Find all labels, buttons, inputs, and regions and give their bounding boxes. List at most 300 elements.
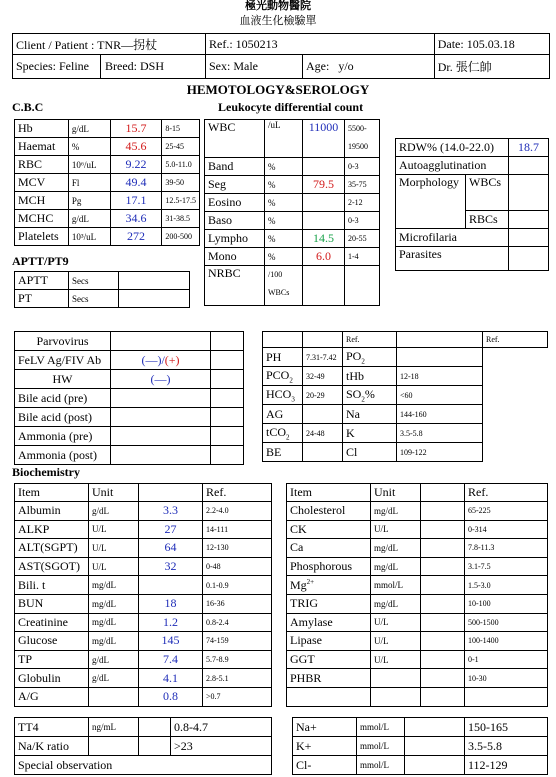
cbc-title: C.B.C xyxy=(12,100,44,114)
age-cell xyxy=(303,55,435,79)
biochem-item-ggt xyxy=(287,650,371,669)
bloodgas-ref-right xyxy=(397,348,483,367)
cbc-value-haemat: 45.6 xyxy=(110,138,162,156)
bottom-unit: mmol/L xyxy=(357,737,405,756)
ammonia-pre-label: Ammonia (pre) xyxy=(15,427,111,446)
biochem-value-lipase xyxy=(421,632,465,651)
bottom-left-table xyxy=(14,717,272,775)
breed-label: Breed: DSH xyxy=(105,59,164,73)
leuko-value-mono: 6.0 xyxy=(303,248,345,266)
leukocyte-table xyxy=(204,119,380,306)
bottom-ref: 150-165 xyxy=(465,718,548,737)
morphology-label: Morphology xyxy=(396,175,466,229)
nrbc-unit xyxy=(265,266,303,306)
bloodgas-header-value xyxy=(303,332,343,348)
biochem-ref: 65-225 xyxy=(465,502,548,521)
bottom-ref: 0.8-4.7 xyxy=(171,718,272,737)
nrbc-ref xyxy=(345,266,380,306)
bloodgas-item-hco xyxy=(263,386,303,405)
bloodgas-ref-right: 12-18 xyxy=(397,367,483,386)
biochem-unit: mg/dL xyxy=(89,594,139,613)
bloodgas-row xyxy=(263,405,548,424)
biochem-ref: 10-100 xyxy=(465,594,548,613)
biochem-ref: 0-1 xyxy=(465,650,548,669)
leuko-ref: 20-55 xyxy=(345,230,380,248)
biochem-value-bun: 18 xyxy=(139,594,203,613)
bloodgas-row xyxy=(263,348,548,367)
bloodgas-item-label: AG xyxy=(266,406,284,421)
bottom-value xyxy=(139,718,171,737)
biochem-ref: >0.7 xyxy=(203,687,272,706)
biochem-row xyxy=(287,613,548,632)
bloodgas-item-label: BE xyxy=(266,444,282,459)
ammonia-pre-value xyxy=(111,427,211,446)
ref-cell: Ref.: 1050213 xyxy=(206,34,435,55)
parasites-value xyxy=(509,247,549,271)
cbc-item-mch: MCH xyxy=(15,192,69,210)
bloodgas-ref-right: <60 xyxy=(397,386,483,405)
bloodgas-ref-left xyxy=(303,405,343,424)
biochem-ref: 7.8-11.3 xyxy=(465,539,548,558)
age-unit: y/o xyxy=(338,59,354,73)
biochem-left-header-item: Item xyxy=(15,484,89,502)
biochem-item-label: Cholesterol xyxy=(290,503,346,518)
cbc-unit: 10³/uL xyxy=(68,228,110,246)
cbc-unit: g/dL xyxy=(68,120,110,138)
bloodgas-table xyxy=(262,331,548,462)
biochem-row xyxy=(287,502,548,521)
leuko-value-seg: 79.5 xyxy=(303,176,345,194)
bloodgas-item-label: Na xyxy=(346,406,360,421)
bloodgas-ref-header-left: Ref. xyxy=(343,332,397,348)
leuko-item-mono: Mono xyxy=(205,248,265,266)
biochem-item-globulin xyxy=(15,669,89,688)
biochem-item-label: Bili. t xyxy=(18,577,46,592)
bottom-unit: mmol/L xyxy=(357,756,405,775)
bloodgas-row xyxy=(263,386,548,405)
leuko-value-band xyxy=(303,158,345,176)
wbc-ref xyxy=(345,120,380,158)
pt-unit: Secs xyxy=(69,290,119,308)
biochem-unit: mg/dL xyxy=(89,576,139,595)
bloodgas-item-tco xyxy=(263,424,303,443)
rdw-label: RDW% (14.0-22.0) xyxy=(396,139,509,157)
biochem-unit: mg/dL xyxy=(89,632,139,651)
cbc-unit: Pg xyxy=(68,192,110,210)
biochem-item-ca xyxy=(287,539,371,558)
biochem-row xyxy=(15,520,272,539)
biochem-row xyxy=(287,669,548,688)
cbc-item-platelets: Platelets xyxy=(15,228,69,246)
biochem-ref: 12-130 xyxy=(203,539,272,558)
bloodgas-item-subscript: 3 xyxy=(291,395,295,404)
biochem-right-header-value xyxy=(421,484,465,502)
biochem-row xyxy=(15,632,272,651)
ammonia-post-label: Ammonia (post) xyxy=(15,446,111,465)
bottom-item-tt4: TT4 xyxy=(15,718,89,737)
biochem-row xyxy=(287,650,548,669)
bottom-row xyxy=(293,718,548,737)
biochem-ref: 0-314 xyxy=(465,520,548,539)
cbc-ref: 200-500 xyxy=(162,228,200,246)
biochem-item-label: CK xyxy=(290,521,307,536)
biochem-item-bun xyxy=(15,594,89,613)
biochem-item-mg xyxy=(287,576,371,595)
cbc-unit: g/dL xyxy=(68,210,110,228)
biochem-value-ca xyxy=(421,539,465,558)
bile-acid-pre-value xyxy=(111,389,211,408)
cbc-value-platelets: 272 xyxy=(110,228,162,246)
biochem-value-a-g: 0.8 xyxy=(139,687,203,706)
biochem-ref: 1.5-3.0 xyxy=(465,576,548,595)
leuko-value-eosino xyxy=(303,194,345,212)
bloodgas-ref-right: 109-122 xyxy=(397,443,483,462)
biochem-left-table xyxy=(14,483,272,707)
biochem-value-alt-sgpt: 64 xyxy=(139,539,203,558)
form-title: 血液生化檢驗單 xyxy=(239,15,317,27)
bloodgas-item-label: Cl xyxy=(346,444,358,459)
bloodgas-item-label: PO xyxy=(346,348,362,363)
cbc-unit: Fl xyxy=(68,174,110,192)
biochem-unit xyxy=(89,687,139,706)
biochem-unit: mg/dL xyxy=(371,502,421,521)
leukocyte-title: Leukocyte differential count xyxy=(218,100,364,114)
cbc-ref: 5.0-11.0 xyxy=(162,156,200,174)
client-patient-cell: Client / Patient : TNR—拐杖 xyxy=(13,34,206,55)
leuko-item-baso: Baso xyxy=(205,212,265,230)
biochem-unit: mg/dL xyxy=(89,613,139,632)
cbc-item-mchc: MCHC xyxy=(15,210,69,228)
biochem-item-label: Globulin xyxy=(18,670,61,685)
felv-fiv-result xyxy=(111,351,211,370)
biochem-item-ck xyxy=(287,520,371,539)
parasites-label: Parasites xyxy=(396,247,509,271)
biochem-unit xyxy=(371,687,421,706)
biochem-ref: 14-111 xyxy=(203,520,272,539)
biochem-item-glucose xyxy=(15,632,89,651)
cbc-value-mchc: 34.6 xyxy=(110,210,162,228)
main-title: HEMOTOLOGY&SEROLOGY xyxy=(186,82,370,97)
biochem-value-phbr xyxy=(421,669,465,688)
biochem-unit: g/dL xyxy=(89,650,139,669)
cbc-row xyxy=(15,210,200,228)
bottom-value xyxy=(405,756,465,775)
bloodgas-row xyxy=(263,443,548,462)
biochem-item-blank xyxy=(287,687,371,706)
aptt-item: APTT xyxy=(15,272,69,290)
bottom-row xyxy=(15,718,272,737)
wbc-unit: /uL xyxy=(265,120,303,158)
cbc-ref: 12.5-17.5 xyxy=(162,192,200,210)
biochem-row xyxy=(287,520,548,539)
felv-fiv-label: FeLV Ag/FIV Ab xyxy=(15,351,111,370)
biochem-unit: U/L xyxy=(371,613,421,632)
doctor-cell xyxy=(434,55,549,79)
nrbc-unit-top: /100 xyxy=(268,270,283,279)
leuko-item-lympho: Lympho xyxy=(205,230,265,248)
biochem-item-label: PHBR xyxy=(290,670,322,685)
bile-acid-pre-extra xyxy=(211,389,244,408)
bottom-row xyxy=(293,737,548,756)
biochem-item-label: BUN xyxy=(18,596,44,611)
cbc-ref: 39-50 xyxy=(162,174,200,192)
biochem-row xyxy=(15,650,272,669)
bile-acid-post-label: Bile acid (post) xyxy=(15,408,111,427)
leuko-ref: 2-12 xyxy=(345,194,380,212)
species-breed-cell xyxy=(13,55,206,79)
bloodgas-item-subscript: 2 xyxy=(361,395,365,404)
bloodgas-ref-header-right: Ref. xyxy=(483,332,548,348)
rdw-table xyxy=(395,138,549,271)
leukocyte-row xyxy=(205,194,380,212)
nrbc-unit-bottom: WBCs xyxy=(268,288,290,297)
cbc-value-hb: 15.7 xyxy=(110,120,162,138)
bottom-ref: 112-129 xyxy=(465,756,548,775)
biochem-item-label: GGT xyxy=(290,652,315,667)
biochem-value-glucose: 145 xyxy=(139,632,203,651)
aptt-unit: Secs xyxy=(69,272,119,290)
parvovirus-label: Parvovirus xyxy=(15,332,111,351)
biochem-item-label: AST(SGOT) xyxy=(18,559,80,574)
wbc-value: 11000 xyxy=(303,120,345,158)
biochem-item-alt-sgpt xyxy=(15,539,89,558)
bloodgas-item-ph xyxy=(263,348,303,367)
cbc-value-rbc: 9.22 xyxy=(110,156,162,174)
biochem-row xyxy=(15,502,272,521)
patient-info-table xyxy=(12,33,550,79)
leuko-unit: % xyxy=(265,158,303,176)
biochem-item-label: Glucose xyxy=(18,633,58,648)
bloodgas-item-pco xyxy=(263,367,303,386)
biochem-item-label: Ca xyxy=(290,540,304,555)
wbc-item: WBC xyxy=(205,120,265,158)
leuko-unit: % xyxy=(265,176,303,194)
leuko-ref: 0-3 xyxy=(345,212,380,230)
hospital-name: 極光動物醫院 xyxy=(245,0,311,12)
biochem-ref xyxy=(465,687,548,706)
leuko-item-seg: Seg xyxy=(205,176,265,194)
felv-fiv-extra xyxy=(211,351,244,370)
biochem-value-ast-sgot: 32 xyxy=(139,557,203,576)
bloodgas-item-label: K xyxy=(346,425,355,440)
bottom-ref: 3.5-5.8 xyxy=(465,737,548,756)
aptt-title: APTT/PT9 xyxy=(12,254,69,268)
biochem-value-albumin: 3.3 xyxy=(139,502,203,521)
bottom-value xyxy=(139,737,171,756)
biochem-row xyxy=(287,539,548,558)
bloodgas-item-cl xyxy=(343,443,397,462)
biochem-unit: U/L xyxy=(89,520,139,539)
wbc-ref-high: 19500 xyxy=(348,142,368,151)
biochem-row xyxy=(287,576,548,595)
biochem-item-a-g xyxy=(15,687,89,706)
bottom-unit: mmol/L xyxy=(357,718,405,737)
biochem-row xyxy=(287,594,548,613)
wbcs-value xyxy=(509,175,549,211)
bottom-item-k: K+ xyxy=(293,737,357,756)
biochem-item-label: Creatinine xyxy=(18,614,68,629)
biochem-ref: 2.8-5.1 xyxy=(203,669,272,688)
biochem-ref: 0.8-2.4 xyxy=(203,613,272,632)
biochem-item-label: Phosphorous xyxy=(290,559,353,574)
autoagglutination-label: Autoagglutination xyxy=(396,157,509,175)
leuko-ref: 35-75 xyxy=(345,176,380,194)
cbc-item-hb: Hb xyxy=(15,120,69,138)
bloodgas-item-ag xyxy=(263,405,303,424)
cbc-item-rbc: RBC xyxy=(15,156,69,174)
biochem-row xyxy=(15,576,272,595)
bloodgas-ref-left: 20-29 xyxy=(303,386,343,405)
biochem-unit: U/L xyxy=(371,520,421,539)
biochem-item-cholesterol xyxy=(287,502,371,521)
bottom-right-table xyxy=(292,717,548,775)
biochem-right-table xyxy=(286,483,548,707)
biochem-item-label: A/G xyxy=(18,689,39,704)
biochem-ref: 16-36 xyxy=(203,594,272,613)
bloodgas-row xyxy=(263,367,548,386)
cbc-value-mcv: 49.4 xyxy=(110,174,162,192)
bottom-unit xyxy=(89,737,139,756)
pt-value xyxy=(119,290,190,308)
rbcs-label: RBCs xyxy=(466,211,509,229)
biochem-unit: mg/dL xyxy=(371,539,421,558)
leuko-item-eosino: Eosino xyxy=(205,194,265,212)
biochem-value-blank xyxy=(421,687,465,706)
doctor-label: Dr. xyxy=(437,60,453,74)
bottom-unit: ng/mL xyxy=(89,718,139,737)
biochem-item-trig xyxy=(287,594,371,613)
cbc-row xyxy=(15,174,200,192)
rbcs-value xyxy=(509,211,549,229)
biochem-item-albumin xyxy=(15,502,89,521)
ammonia-post-value xyxy=(111,446,211,465)
biochem-row xyxy=(287,687,548,706)
biochem-ref: 5.7-8.9 xyxy=(203,650,272,669)
leuko-unit: % xyxy=(265,248,303,266)
biochem-unit: U/L xyxy=(89,557,139,576)
aptt-table xyxy=(14,271,190,308)
bloodgas-item-label: SO xyxy=(346,386,362,401)
bottom-item-special-observation: Special observation xyxy=(15,756,272,775)
bile-acid-post-value xyxy=(111,408,211,427)
biochem-item-label: TRIG xyxy=(290,596,318,611)
pt-item: PT xyxy=(15,290,69,308)
leuko-unit: % xyxy=(265,212,303,230)
biochem-unit: g/dL xyxy=(89,502,139,521)
cbc-row xyxy=(15,120,200,138)
leukocyte-row xyxy=(205,212,380,230)
biochem-unit: U/L xyxy=(371,632,421,651)
autoagglutination-value xyxy=(509,157,549,175)
biochem-value-creatinine: 1.2 xyxy=(139,613,203,632)
bloodgas-header-item-right xyxy=(397,332,483,348)
biochem-item-bili-t xyxy=(15,576,89,595)
age-label: Age: xyxy=(306,59,330,73)
cbc-row xyxy=(15,192,200,210)
biochem-value-tp: 7.4 xyxy=(139,650,203,669)
biochem-unit: U/L xyxy=(371,650,421,669)
ammonia-post-extra xyxy=(211,446,244,465)
cbc-row xyxy=(15,228,200,246)
cbc-unit: % xyxy=(68,138,110,156)
biochem-value-ggt xyxy=(421,650,465,669)
leuko-unit: % xyxy=(265,230,303,248)
felv-result-negative: (—)/ xyxy=(141,352,165,367)
microfilaria-label: Microfilaria xyxy=(396,229,509,247)
biochem-row xyxy=(287,557,548,576)
biochem-row xyxy=(15,539,272,558)
biochem-value-cholesterol xyxy=(421,502,465,521)
biochem-item-label: Amylase xyxy=(290,614,333,629)
cbc-row xyxy=(15,156,200,174)
biochem-ref: 100-1400 xyxy=(465,632,548,651)
doctor-name: 張仁帥 xyxy=(455,60,492,74)
cbc-ref: 25-45 xyxy=(162,138,200,156)
bloodgas-item-label: PCO xyxy=(266,367,290,382)
bloodgas-item-subscript: 2 xyxy=(286,433,290,442)
bottom-ref: >23 xyxy=(171,737,272,756)
bloodgas-item-subscript: 2 xyxy=(361,357,365,366)
bloodgas-item-na xyxy=(343,405,397,424)
cbc-ref: 31-38.5 xyxy=(162,210,200,228)
biochem-item-label: Albumin xyxy=(18,503,61,518)
biochem-ref: 10-30 xyxy=(465,669,548,688)
bloodgas-row xyxy=(263,424,548,443)
serology-table xyxy=(14,331,244,465)
biochem-left-header-ref: Ref. xyxy=(203,484,272,502)
leuko-unit: % xyxy=(265,194,303,212)
hw-label: HW xyxy=(15,370,111,389)
biochem-left-header-unit: Unit xyxy=(89,484,139,502)
biochem-item-ast-sgot xyxy=(15,557,89,576)
cbc-ref: 8-15 xyxy=(162,120,200,138)
bloodgas-ref-right: 144-160 xyxy=(397,405,483,424)
felv-result-positive: (+) xyxy=(164,352,180,367)
biochem-unit xyxy=(371,669,421,688)
leukocyte-row xyxy=(205,158,380,176)
biochem-right-header-ref: Ref. xyxy=(465,484,548,502)
biochem-row xyxy=(15,557,272,576)
bloodgas-header-item xyxy=(263,332,303,348)
bottom-item-na: Na+ xyxy=(293,718,357,737)
biochem-value-amylase xyxy=(421,613,465,632)
biochem-ref: 2.2-4.0 xyxy=(203,502,272,521)
bloodgas-ref-left: 7.31-7.42 xyxy=(303,348,343,367)
biochem-value-alkp: 27 xyxy=(139,520,203,539)
parvovirus-extra xyxy=(211,332,244,351)
biochem-value-mg xyxy=(421,576,465,595)
biochem-value-bili-t xyxy=(139,576,203,595)
biochem-item-label: ALKP xyxy=(18,521,50,536)
ammonia-pre-extra xyxy=(211,427,244,446)
bloodgas-item-label: HCO xyxy=(266,386,292,401)
biochem-unit: mg/dL xyxy=(371,594,421,613)
bloodgas-ref-left: 32-49 xyxy=(303,367,343,386)
bottom-item-cl: Cl- xyxy=(293,756,357,775)
biochem-left-header-value xyxy=(139,484,203,502)
aptt-value xyxy=(119,272,190,290)
biochem-value-trig xyxy=(421,594,465,613)
biochem-right-header-item: Item xyxy=(287,484,371,502)
biochem-value-globulin: 4.1 xyxy=(139,669,203,688)
leukocyte-row xyxy=(205,230,380,248)
bottom-value xyxy=(405,737,465,756)
hw-extra xyxy=(211,370,244,389)
biochem-item-label: Lipase xyxy=(290,633,322,648)
species-label: Species: Feline xyxy=(13,55,101,78)
bloodgas-item-be xyxy=(263,443,303,462)
biochem-item-phbr xyxy=(287,669,371,688)
